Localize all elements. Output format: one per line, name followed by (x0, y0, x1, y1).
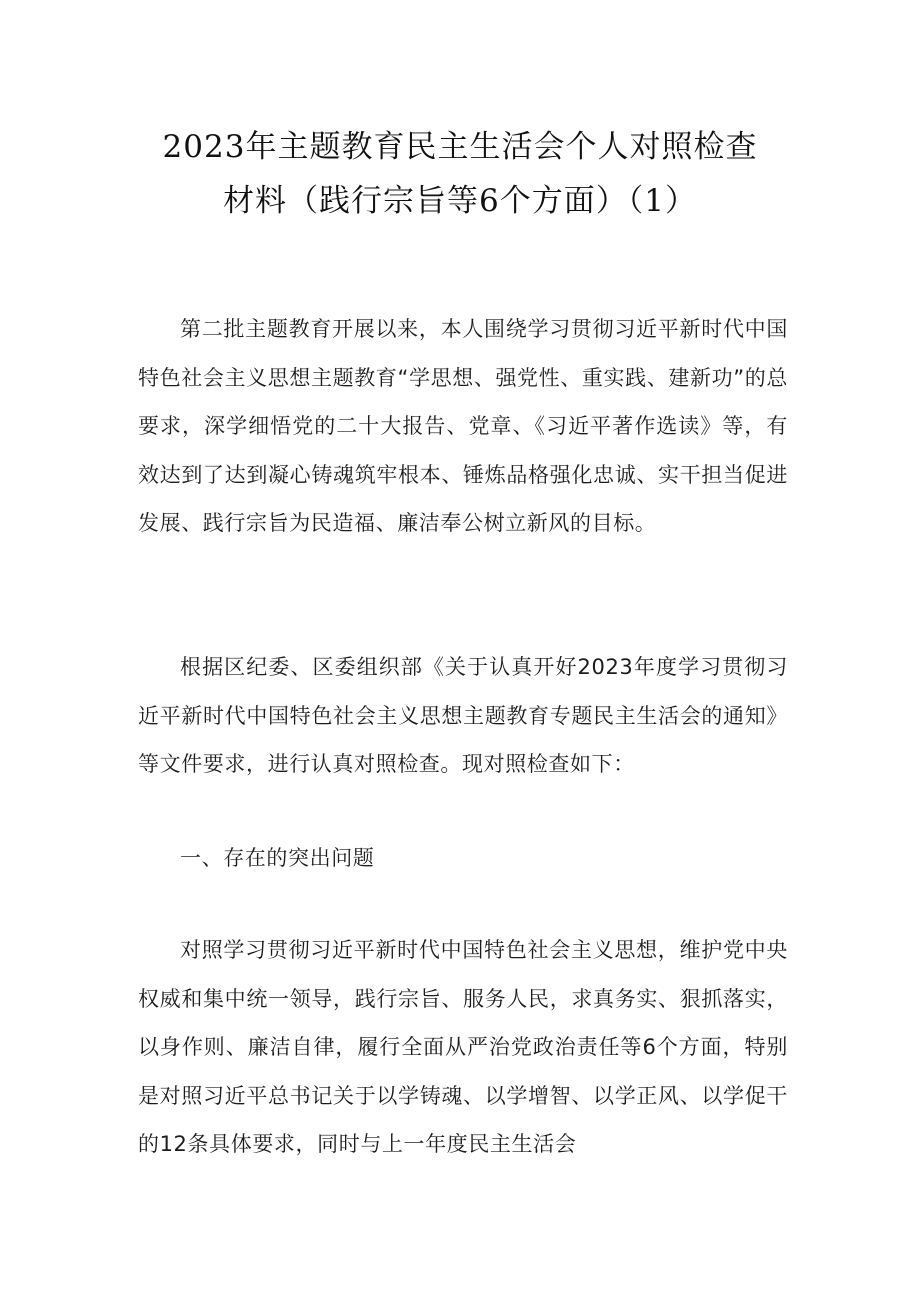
title-line-1: 2023年主题教育民主生活会个人对照检查 (162, 129, 758, 165)
paragraph-basis: 根据区纪委、区委组织部《关于认真开好2023年度学习贯彻习近平新时代中国特色社会主义思想主题教育专题民主生活会的通知》等文件要求，进行认真对照检查。现对照检查如下： (138, 655, 788, 776)
document-title (130, 120, 790, 228)
section-heading: 一、存在的突出问题 (180, 846, 375, 870)
title-line-2: 材料（践行宗旨等6个方面）（1） (223, 183, 697, 219)
paragraph-problems: 对照学习贯彻习近平新时代中国特色社会主义思想，维护党中央权威和集中统一领导，践行宗旨、服务人民，求真务实、狠抓落实，以身作则、廉洁自律，履行全面从严治党政治责任等6个方面，特别是对照习近平总书记关于以学铸魂、以学增智、以学正风、以学促干的12条具体要求，同时与上一年度民主生活会 (138, 938, 788, 1156)
paragraph-intro: 第二批主题教育开展以来，本人围绕学习贯彻习近平新时代中国特色社会主义思想主题教育“学思想、强党性、重实践、建新功”的总要求，深学细悟党的二十大报告、党章、《习近平著作选读》等，有效达到了达到凝心铸魂筑牢根本、锤炼品格强化忠诚、实干担当促进发展、践行宗旨为民造福、廉洁奉公树立新风的目标。 (138, 317, 788, 535)
